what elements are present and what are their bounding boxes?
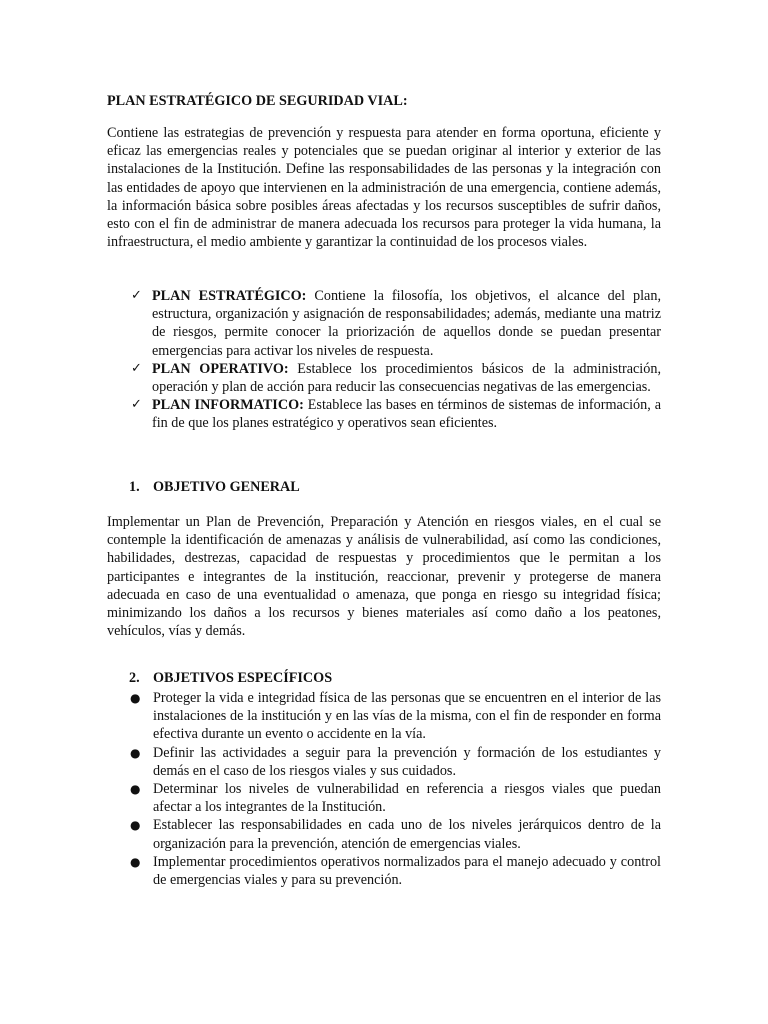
checkmark-icon: ✓ xyxy=(131,360,142,376)
list-item xyxy=(131,853,661,889)
objectives-list xyxy=(131,689,661,889)
list-item xyxy=(131,780,661,816)
section-title: OBJETIVOS ESPECÍFICOS xyxy=(153,670,333,686)
bullet-icon: ● xyxy=(130,745,141,760)
plan-list xyxy=(131,287,661,433)
item-text: Definir las actividades a seguir para la prevención y formación de los estudiantes y demás en el caso de los riesgos viales y sus cuidados. xyxy=(153,744,661,779)
bullet-icon: ● xyxy=(130,854,141,869)
item-text: Proteger la vida e integridad física de las personas que se encuentren en el interior de las instalaciones de la institución y en las vías de la misma, con el fin de responder en forma efectiva durante un evento o accidente en la vía. xyxy=(153,690,661,743)
section-title: OBJETIVO GENERAL xyxy=(153,479,300,495)
bullet-icon: ● xyxy=(130,818,141,833)
item-text: Implementar procedimientos operativos normalizados para el manejo adecuado y control de emergencias viales y para su prevención. xyxy=(153,853,661,889)
item-text: Contiene la filosofía, los objetivos, el alcance del plan, estructura, organización y asignación de responsabilidades; además, mediante una matriz de riesgos, permite conocer la priorización de aquellos donde se puedan presentar emergencias para activar los niveles de respuesta. xyxy=(152,288,661,359)
item-text: Establecer las responsabilidades en cada uno de los niveles jerárquicos dentro de la organización para la prevención, atención de emergencias viales. xyxy=(153,817,661,852)
item-text: Establece las bases en términos de sistemas de información, a fin de que los planes estratégico y operativos sean eficientes. xyxy=(152,397,661,432)
list-item xyxy=(131,360,661,396)
list-item xyxy=(131,287,661,360)
checkmark-icon: ✓ xyxy=(131,288,142,303)
section2-heading xyxy=(129,669,659,687)
checkmark-icon: ✓ xyxy=(131,397,142,413)
list-item xyxy=(131,396,661,432)
plan-intro-paragraph: Contiene las estrategias de prevención y respuesta para atender en forma oportuna, eficiente y eficaz las emergencias reales y potenciales que se puedan originar al interior y exterior de las instalaciones de la Institución. Define las responsabilidades de las personas y la integración con las entidades de apoyo que intervienen en la administración de una emergencia, contiene además, la información básica sobre posibles áreas afectadas y los recursos susceptibles de sufrir daños, esto con el fin de administrar de manera adecuada los recursos para proteger la vida humana, la infraestructura, el medio ambiente y garantizar la continuidad de los procesos viales. xyxy=(107,125,661,251)
plan-title: PLAN ESTRATÉGICO DE SEGURIDAD VIAL: xyxy=(107,93,408,109)
section1-heading xyxy=(129,478,659,496)
item-text: Determinar los niveles de vulnerabilidad en referencia a riesgos viales que puedan afectar a los integrantes de la Institución. xyxy=(153,781,661,816)
item-term: PLAN INFORMATICO: xyxy=(152,397,304,414)
list-item xyxy=(131,689,661,744)
item-term: PLAN ESTRATÉGICO: xyxy=(152,288,307,304)
section-number: 2. xyxy=(129,670,140,686)
item-text: Establece los procedimientos básicos de la administración, operación y plan de acción para reducir las consecuencias negativas de las emergencias. xyxy=(152,360,661,396)
section-number: 1. xyxy=(129,479,140,495)
list-item xyxy=(131,744,661,780)
bullet-icon: ● xyxy=(130,691,141,705)
item-term: PLAN OPERATIVO: xyxy=(152,360,289,377)
list-item xyxy=(131,816,661,852)
section1-body: Implementar un Plan de Prevención, Preparación y Atención en riesgos viales, en el cual se contemple la identificación de amenazas y análisis de vulnerabilidad, así como las condiciones, habilidades, destrezas, capacidad de respuestas y procedimientos que le permitan a los participantes e integrantes de la institución, reaccionar, prevenir y protegerse de manera adecuada en caso de una eventualidad o amenaza, que ponga en riesgo su integridad física; minimizando los daños a los recursos y bienes materiales así como daño a los peatones, vehículos, vías y demás. xyxy=(107,514,661,640)
bullet-icon: ● xyxy=(130,782,141,797)
